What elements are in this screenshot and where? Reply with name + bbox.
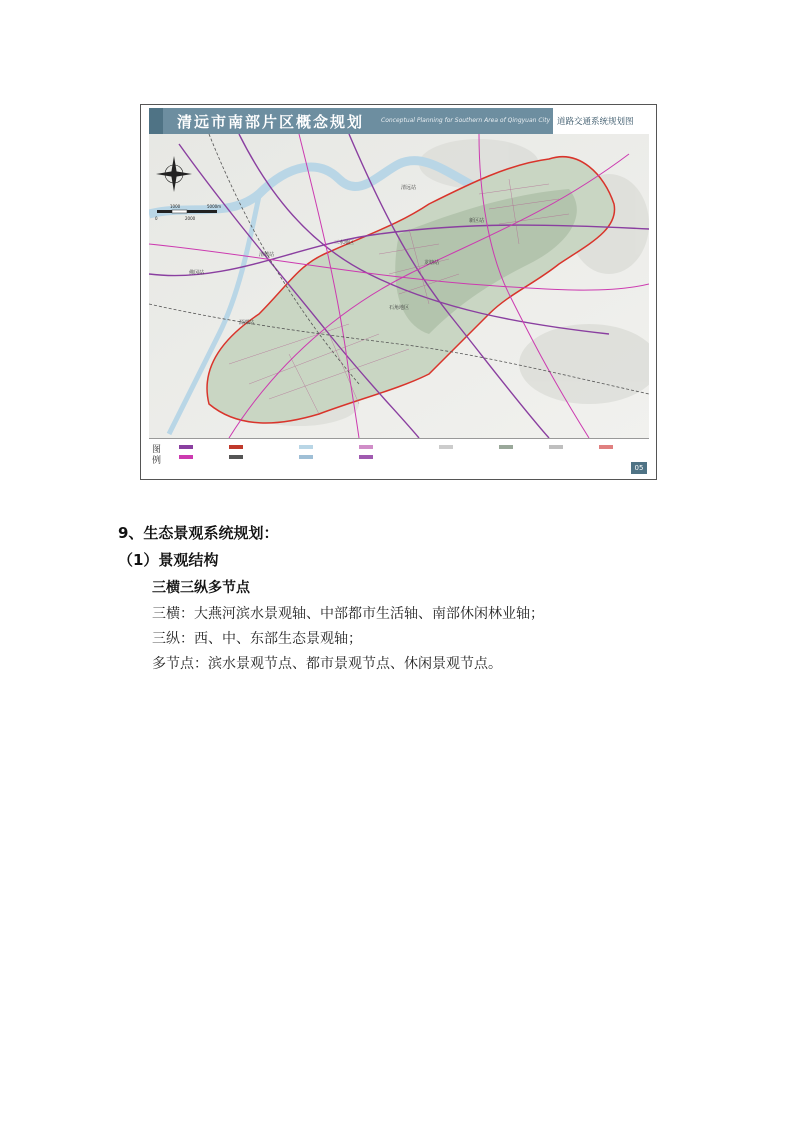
map-title: 清远市南部片区概念规划: [177, 113, 365, 131]
paragraph-line: 三横：大燕河滨水景观轴、中部都市生活轴、南部休闲林业轴；: [152, 606, 544, 622]
legend-label: 图例: [152, 445, 162, 466]
legend-swatch-mountain: [549, 445, 563, 449]
place-label: 新区站: [469, 218, 485, 224]
legend-swatch-water: [299, 445, 313, 449]
structure-subtitle: 三横三纵多节点: [152, 580, 250, 596]
map-header: [149, 108, 649, 134]
section-heading: 9、生态景观系统规划：: [118, 524, 279, 542]
scale-label-5000m: 5000m: [207, 204, 222, 209]
map-legend: [149, 438, 649, 477]
place-label: 龙塘站: [424, 260, 440, 266]
page-number: 05: [631, 462, 647, 474]
map-english-subtitle: Conceptual Planning for Southern Area of Qingyuan City: [381, 117, 551, 124]
place-label: 源潭站: [239, 320, 255, 326]
legend-swatch-expressway: [179, 445, 193, 449]
legend-swatch-railway: [229, 455, 243, 459]
legend-swatch-road-2: [359, 455, 373, 459]
legend-swatch-boundary: [229, 445, 243, 449]
map-name-box: [552, 108, 649, 134]
legend-swatch-station: [599, 445, 613, 449]
place-label: 佛冈站: [189, 270, 205, 276]
legend-swatch-lake: [299, 455, 313, 459]
legend-swatch-bridge: [439, 445, 453, 449]
subsection-heading: （1）景观结构: [118, 551, 219, 569]
place-label: 清远站: [401, 185, 417, 191]
legend-swatch-road: [359, 445, 373, 449]
place-label: 石角地区: [389, 305, 410, 311]
place-label: 三水地区: [334, 240, 355, 246]
scale-label-1000: 1000: [170, 204, 181, 209]
paragraph-line: 多节点：滨水景观节点、都市景观节点、休闲景观节点。: [152, 656, 502, 672]
scale-bar: [157, 210, 217, 213]
scale-label-2000: 2000: [185, 216, 196, 221]
legend-swatch-forest: [499, 445, 513, 449]
place-label: 清城站: [259, 252, 275, 258]
planning-map-figure: [140, 104, 657, 480]
road-system-map: [149, 134, 649, 438]
legend-swatch-arterial: [179, 455, 193, 459]
scale-label-0: 0: [155, 216, 158, 221]
map-name: 道路交通系统规划图: [557, 117, 634, 127]
paragraph-line: 三纵：西、中、东部生态景观轴；: [152, 631, 362, 647]
header-accent: [149, 108, 163, 134]
